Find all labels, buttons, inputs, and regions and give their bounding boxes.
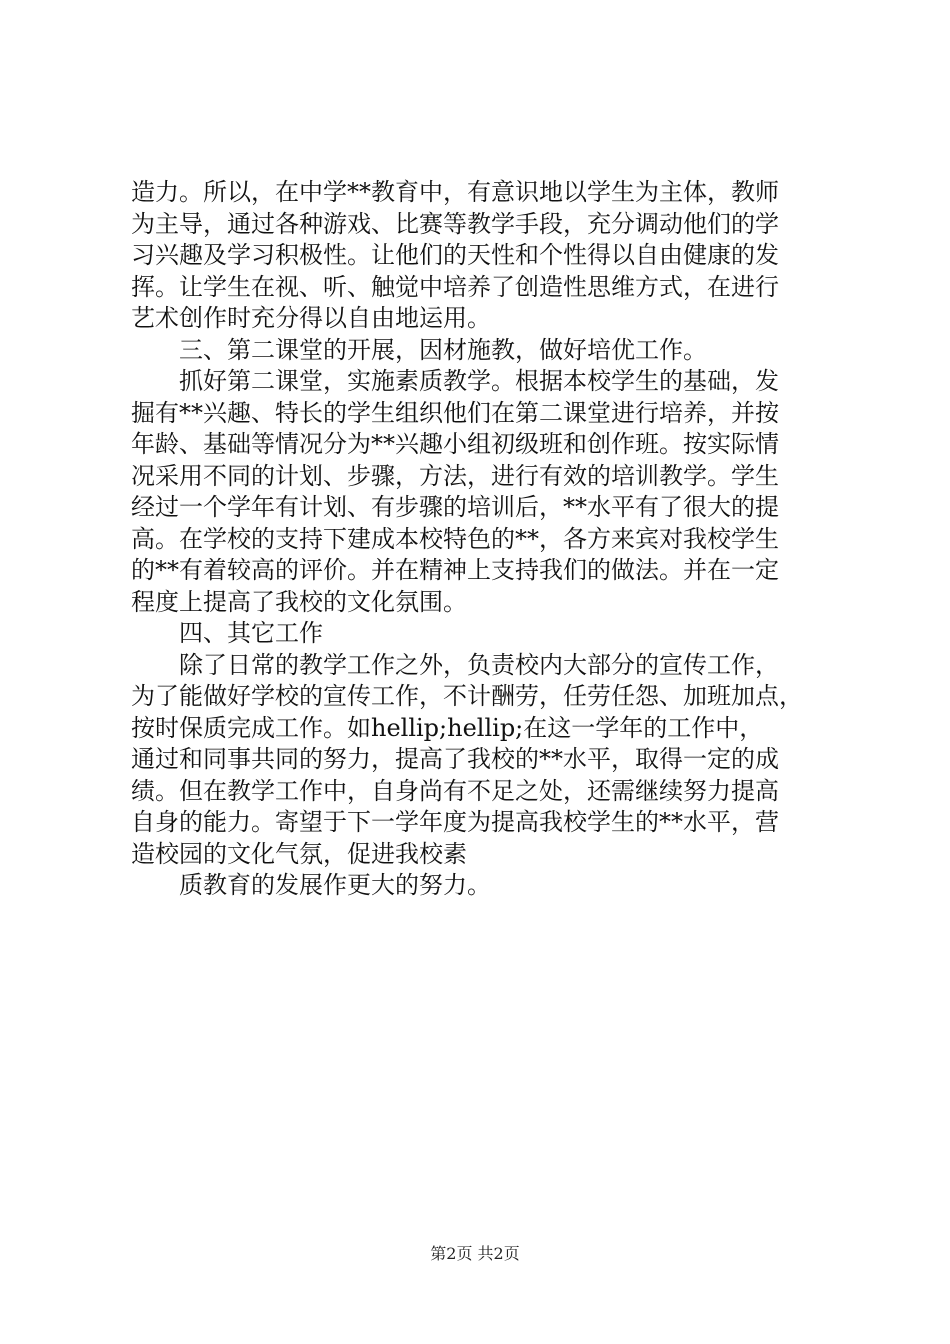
text-line: 造校园的文化气氛，促进我校素 [131, 839, 467, 868]
text-line: 按时保质完成工作。如hellip;hellip;在这一学年的工作中， [131, 713, 764, 742]
text-line: 除了日常的教学工作之外，负责校内大部分的宣传工作， [179, 650, 779, 679]
text-line: 造力。所以，在中学**教育中，有意识地以学生为主体，教师 [131, 178, 779, 206]
text-line: 程度上提高了我校的文化氛围。 [131, 587, 467, 616]
text-line: 经过一个学年有计划、有步骤的培训后，**水平有了很大的提 [131, 493, 779, 521]
text-line: 的**有着较高的评价。并在精神上支持我们的做法。并在一定 [131, 556, 779, 584]
section-heading: 四、其它工作 [179, 619, 323, 647]
text-line: 自身的能力。寄望于下一学年度为提高我校学生的**水平，营 [131, 808, 779, 836]
text-line: 挥。让学生在视、听、触觉中培养了创造性思维方式，在进行 [131, 272, 779, 301]
text-line: 为了能做好学校的宣传工作，不计酬劳，任劳任怨、加班加点， [131, 682, 803, 710]
text-line: 况采用不同的计划、步骤，方法，进行有效的培训教学。学生 [131, 461, 779, 490]
text-line: 抓好第二课堂，实施素质教学。根据本校学生的基础，发 [179, 367, 779, 395]
text-line: 质教育的发展作更大的努力。 [179, 871, 491, 899]
document-body [131, 177, 831, 902]
text-line: 年龄、基础等情况分为**兴趣小组初级班和创作班。按实际情 [131, 430, 779, 458]
text-line: 掘有**兴趣、特长的学生组织他们在第二课堂进行培养，并按 [131, 398, 779, 427]
text-line: 通过和同事共同的努力，提高了我校的**水平，取得一定的成 [131, 745, 779, 773]
text-line: 习兴趣及学习积极性。让他们的天性和个性得以自由健康的发 [131, 241, 779, 269]
text-line: 艺术创作时充分得以自由地运用。 [131, 304, 491, 332]
text-line: 绩。但在教学工作中，自身尚有不足之处，还需继续努力提高 [131, 776, 779, 805]
page-footer [0, 1244, 950, 1264]
page-number-label: 第2页 共2页 [430, 1244, 520, 1263]
text-line: 高。在学校的支持下建成本校特色的**，各方来宾对我校学生 [131, 524, 779, 553]
text-line: 为主导，通过各种游戏、比赛等教学手段，充分调动他们的学 [131, 209, 779, 238]
section-heading: 三、第二课堂的开展，因材施教，做好培优工作。 [179, 335, 707, 364]
